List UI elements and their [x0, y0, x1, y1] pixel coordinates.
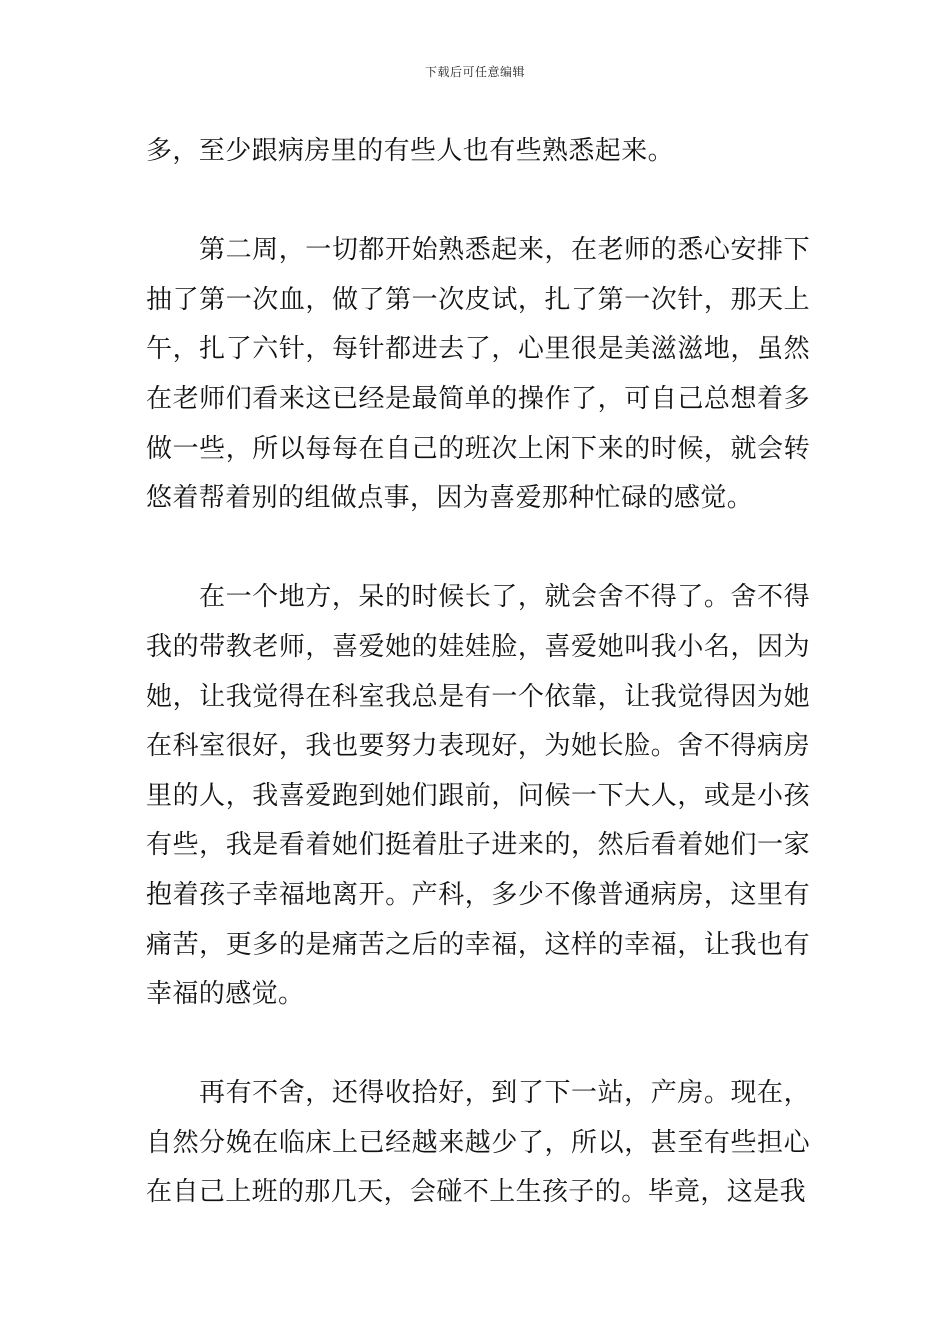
paragraph-delivery-room: 再有不舍，还得收拾好，到了下一站，产房。现在，自然分娩在临床上已经越来越少了，所以，甚至有些担心在自己上班的那几天，会碰不上生孩子的。毕竟，这是我 — [146, 1078, 810, 1208]
document-body — [146, 127, 810, 1218]
page-header: 下载后可任意编辑 — [424, 65, 525, 79]
paragraph-second-week: 第二周，一切都开始熟悉起来，在老师的悉心安排下抽了第一次血，做了第一次皮试，扎了第一次针，那天上午，扎了六针，每针都进去了，心里很是美滋滋地，虽然在老师们看来这已经是最简单的操作了，可自己总想着多做一些，所以每每在自己的班次上闲下来的时候，就会转悠着帮着别的组做点事，因为喜爱那种忙碌的感觉。 — [146, 235, 810, 514]
paragraph-reluctant-to-leave: 在一个地方，呆的时候长了，就会舍不得了。舍不得我的带教老师，喜爱她的娃娃脸，喜爱她叫我小名，因为她，让我觉得在科室我总是有一个依靠，让我觉得因为她在科室很好，我也要努力表现好，为她长脸。舍不得病房里的人，我喜爱跑到她们跟前，问候一下大人，或是小孩有些，我是看着她们挺着肚子进来的，然后看着她们一家抱着孩子幸福地离开。产科，多少不像普通病房，这里有痛苦，更多的是痛苦之后的幸福，这样的幸福，让我也有幸福的感觉。 — [146, 582, 810, 1010]
paragraph-continued: 多，至少跟病房里的有些人也有些熟悉起来。 — [146, 136, 675, 166]
